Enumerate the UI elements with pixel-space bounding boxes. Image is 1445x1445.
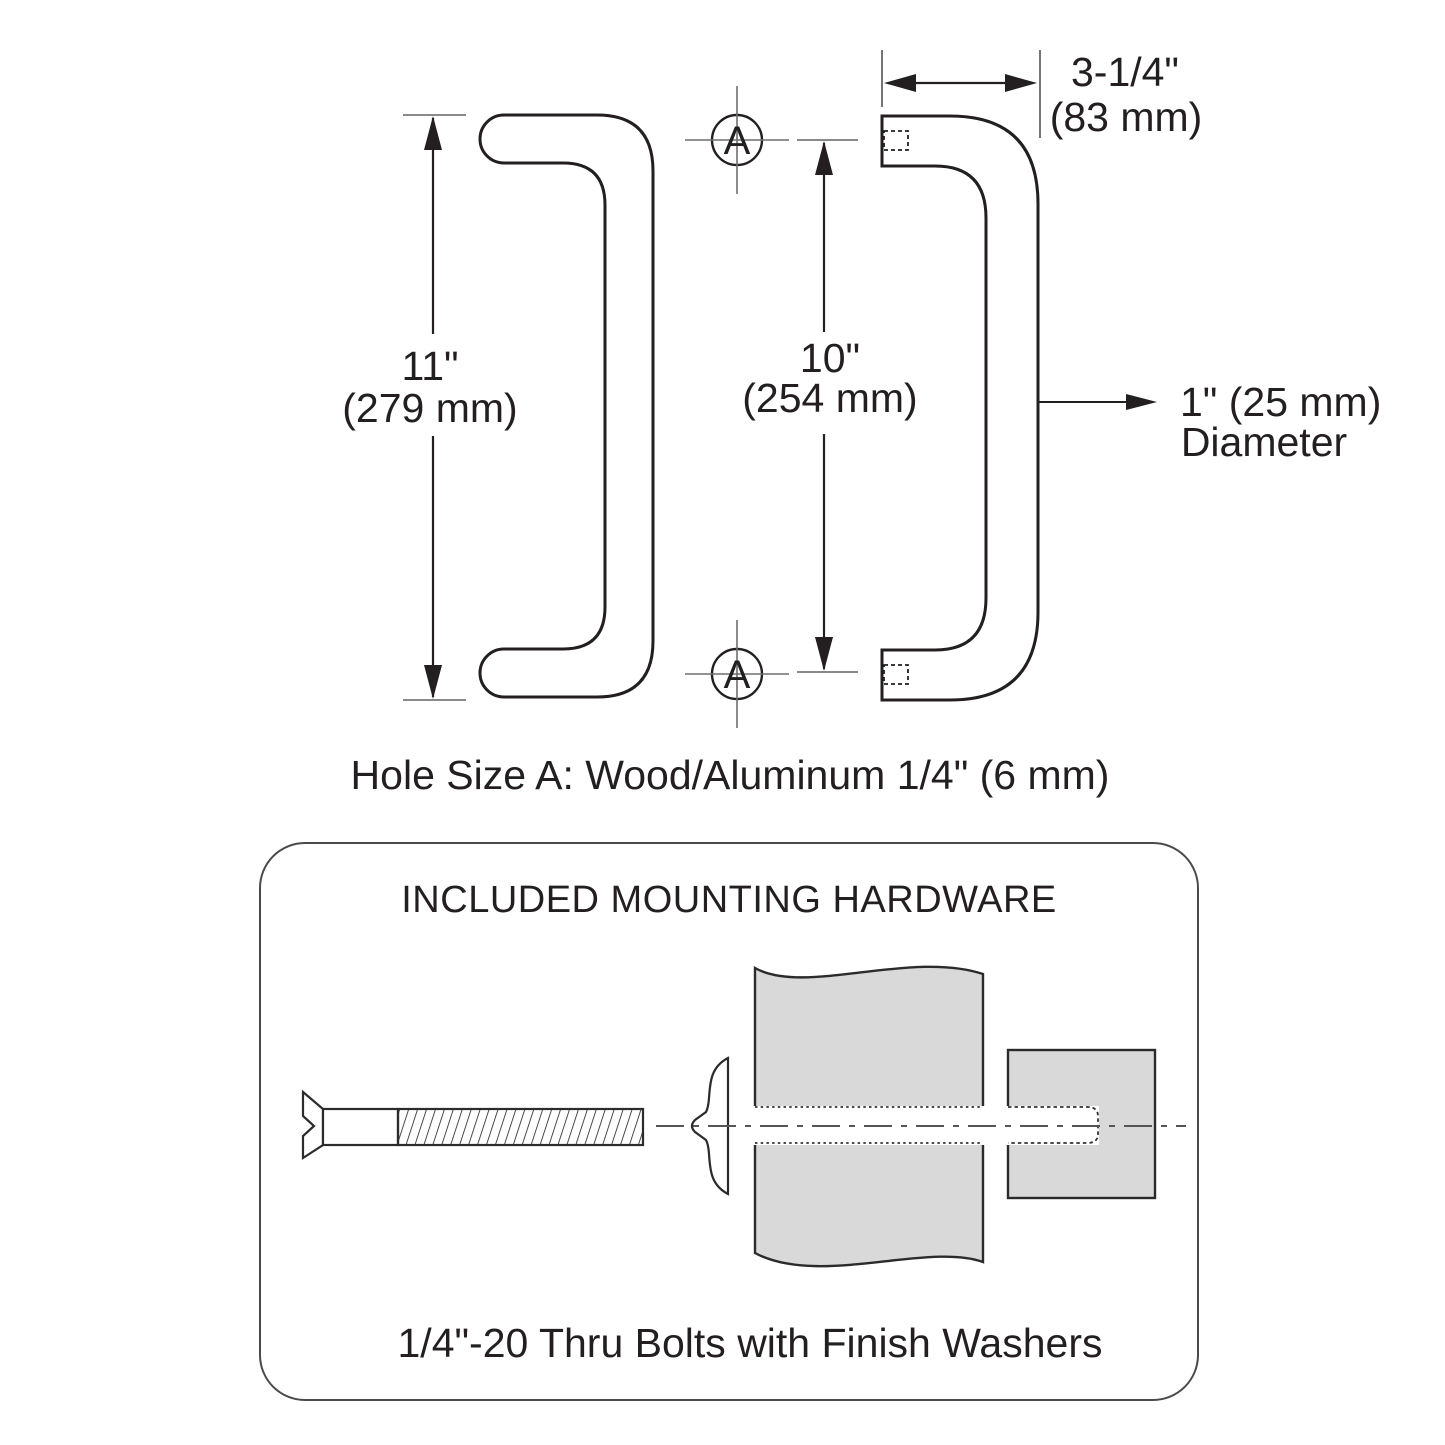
dim-diameter-label: Diameter xyxy=(1180,419,1348,465)
hardware-box-caption: 1/4"-20 Thru Bolts with Finish Washers xyxy=(397,1320,1103,1366)
dim-overall-imperial: 11" xyxy=(401,343,459,389)
hole-marker-letter: A xyxy=(723,119,751,163)
bolt-shank xyxy=(323,1109,398,1145)
bolt-hole-dashed xyxy=(884,131,908,150)
dim-projection-imperial: 3-1/4" xyxy=(1070,49,1180,95)
hardware-box-title: INCLUDED MOUNTING HARDWARE xyxy=(401,879,1057,921)
hole-marker-letter: A xyxy=(723,653,751,697)
dim-projection-metric: (83 mm) xyxy=(1049,94,1203,140)
dim-overall-metric: (279 mm) xyxy=(342,385,518,431)
arrow-right-icon xyxy=(1126,394,1157,410)
hole-marker-top xyxy=(685,86,789,194)
bolt-threads xyxy=(398,1109,643,1145)
dim-overall-length xyxy=(342,115,517,700)
dim-diameter-imperial: 1" (25 mm) xyxy=(1180,379,1382,425)
dim-hole-spacing xyxy=(742,140,917,672)
bolt-hole-dashed xyxy=(884,665,908,684)
arrow-down-icon xyxy=(815,637,833,671)
mounting-block xyxy=(1006,1050,1155,1198)
dim-spacing-metric: (254 mm) xyxy=(742,375,918,421)
arrow-down-icon xyxy=(424,665,442,699)
dim-spacing-imperial: 10" xyxy=(799,335,861,381)
arrow-up-icon xyxy=(424,116,442,150)
dim-diameter xyxy=(1038,379,1381,465)
arrow-up-icon xyxy=(815,141,833,175)
door-panel-section xyxy=(752,967,986,1266)
hardware-box xyxy=(260,843,1198,1400)
arrow-right-icon xyxy=(1005,74,1037,92)
hole-size-note: Hole Size A: Wood/Aluminum 1/4" (6 mm) xyxy=(350,752,1110,798)
arrow-left-icon xyxy=(884,74,916,92)
hole-marker-bottom xyxy=(685,620,789,728)
